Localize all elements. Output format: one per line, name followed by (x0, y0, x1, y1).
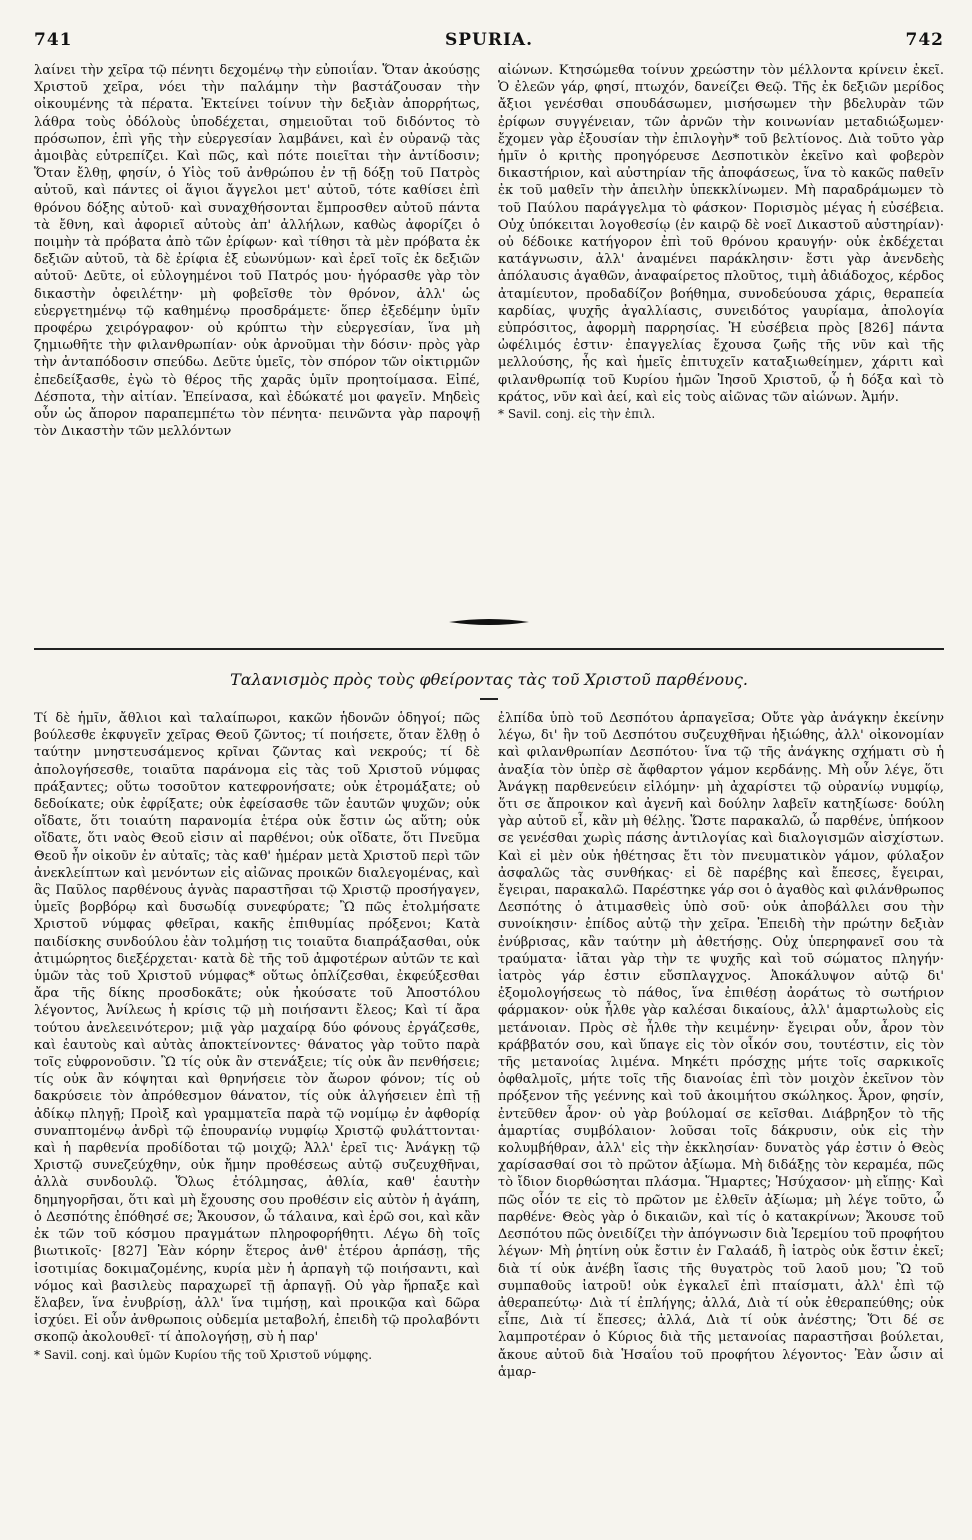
bottom-left-text: Τί δὲ ἡμῖν, ἄθλιοι καὶ ταλαίπωροι, κακῶν ἡδονῶν ὁδηγοί; πῶς βούλεσθε ἐκφυγεῖν χεῖρας Θεοῦ ζῶντος; τί ποιήσετε, ὅταν ἔλθῃ ὁ ταύτην μνηστευσάμενος κρῖναι ζῶντας καὶ νεκρούς; τί δὲ ἀπολογήσεσθε, τοιαῦτα παράνομα εἰς τὰς τοῦ Χριστοῦ νύμφας πράξαντες; οὕτω τοσοῦτον κατεφρονήσατε; οὐκ ἐτρομάξατε; οὐ δεδοίκατε; οὐκ ἐφρίξατε; οὐκ ἐφείσασθε τῶν ἑαυτῶν ψυχῶν; οὐκ οἴδατε, ὅτι τοιαύτη παρανομία ἑτέρα οὐκ ἔστιν ὡς αὕτη; οὐκ οἴδατε, ὅτι ναὸς Θεοῦ εἰσιν αἱ παρθένοι; οὐκ οἴδατε, ὅτι Πνεῦμα Θεοῦ ἦν οἰκοῦν ἐν αὐταῖς; τὰς καθ' ἡμέραν μετὰ Χριστοῦ περὶ τῶν ἀνεκλείπτων καὶ μενόντων εἰς αἰῶνας προικῶν διαλεγομένας, καὶ ἃς Παῦλος παρθένους ἁγνὰς παραστῆσαι τῷ Χριστῷ προσήγαγεν, ὑμεῖς βορβόρῳ καὶ δυσωδίᾳ συνεφύρατε; Ὢ πῶς ἐτολμήσατε Χριστοῦ νύμφας φθεῖραι, κακῆς ἐπιθυμίας πρόξενοι; Κατὰ παιδίσκης συνδούλου ἐὰν τολμήσῃ τις τοιαῦτα διαπράξασθαι, οὐκ ἀτιμώρητος διεξέρχεται· κατὰ δὲ τῆς τοῦ ἀμφοτέρων αὐτῶν τε καὶ ὑμῶν τὰς τοῦ Χριστοῦ νύμφας* οὕτως ὁπλίζεσθαι, ἐκφεύξεσθαι ἄρα τῆς δίκης προσδοκᾶτε; οὐκ ἠκούσατε τοῦ Ἀποστόλου λέγοντος, Ἀνίλεως ἡ κρίσις τῷ μὴ ποιήσαντι ἔλεος; Καὶ τί ἄρα τούτου ἀνελεεινότερον; μιᾷ γὰρ μαχαίρᾳ δύο φόνους ἐργάζεσθε, καὶ ἑαυτοὺς καὶ αὐτὰς ἀποκτείνοντες· θάνατος γὰρ τοῦτο παρὰ τοῖς εὐφρονοῦσιν. Ὢ τίς οὐκ ἂν στενάξειε; τίς οὐκ ἂν πενθήσειε; τίς οὐκ ἂν κόψηται καὶ θρηνήσειε τὸν ἄωρον φόνον; τίς οὐ δακρύσειε τὸν ἀπρόθεσμον θάνατον, τίς οὐκ ἀλγήσειεν ἐπὶ τῇ ἀδίκῳ πληγῇ; Προὶξ καὶ γραμματεῖα παρὰ τῷ νομίμῳ ἐν ἀφθορίᾳ συναπτομένῳ ἀνδρὶ τῷ ἐπουρανίῳ νυμφίῳ Χριστῷ φυλάττονται· καὶ ἡ παρθενία προδίδοται τῷ μοιχῷ; Ἀλλ' ἐρεῖ τις· Ἀνάγκῃ τῷ Χριστῷ συνεζεύχθην, οὐκ ἤμην προθέσεως αὐτῷ συζευχθῆναι, ἀλλὰ συνδουλῷ. Ὅλως ἐτόλμησας, ἀθλία, καθ' ἑαυτὴν δημηγορῆσαι, ὅτι καὶ μὴ ἔχουσης σου προθέσιν εἰς αὐτὸν ἡ ἀγάπη, ὁ Δεσπότης ἐπόθησέ σε; Ἄκουσον, ὦ τάλαινα, καὶ ἐρῶ σοι, καὶ κἂν ἐκ τῶν τοῦ κόσμου πραγμάτων πληροφορήθητι. Λέγω δὴ τοῖς βιωτικοῖς· [827] Ἐὰν κόρην ἕτερος ἀνθ' ἑτέρου ἁρπάσῃ, τῆς ἰσοτιμίας δοκιμαζομένης, κυρία μὲν ἡ ἁρπαγὴ τῷ ποιήσαντι, καὶ νόμος καὶ βασιλεὺς παραχωρεῖ τῇ ἁρπαγῇ. Οὐ γὰρ ἥρπαξε καὶ ἔλαβεν, ἵνα ἐνυβρίσῃ, ἀλλ' ἵνα τιμήσῃ, καὶ προικῷα καὶ δῶρα ἰσχύει. Εἰ οὖν ἀνθρωποις οὐδεμία μεταβολή, ἐπειδὴ τῷ προλαβόντι σκοπῷ ἀκολουθεῖ· τί ἀπολογήσῃ, σὺ ἡ παρ' (34, 711, 480, 1346)
bottom-footnote: * Savil. conj. καὶ ὑμῶν Κυρίου τῆς τοῦ Χριστοῦ νύμφης. (34, 1347, 373, 1362)
top-right-column (498, 62, 944, 602)
bottom-section (34, 710, 944, 1381)
bottom-right-column (498, 710, 944, 1381)
bottom-right-text: ἐλπίδα ὑπὸ τοῦ Δεσπότου ἁρπαγεῖσα; Οὔτε γὰρ ἀνάγκην ἐκείνην λέγω, δι' ἣν τοῦ Δεσπότου συζευχθῆναι ἠξιώθης, ἀλλ' οἰκονομίαν καὶ φιλανθρωπίαν Δεσπότου· ἵνα τῷ τῆς ἀνάγκης σχήματι σὺ ἡ ἀναξία τὸν ὑπὲρ σὲ ἄφθαρτον γάμον κερδάνῃς. Μὴ οὖν λέγε, ὅτι Ἀνάγκῃ παρθενεύειν εἰλόμην· μὴ ἀχαρίστει τῷ οὐρανίῳ νυμφίῳ, ὅτι σε ἄπροικον καὶ ἀγενῆ καὶ δούλην λαβεῖν κατηξίωσε· δούλη γὰρ αὐτοῦ εἶ, κἂν μὴ θέλῃς. Ὥστε παρακαλῶ, ὦ παρθένε, ὑπήκοον σε γενέσθαι χωρὶς πάσης ἀντιλογίας καὶ διαλογισμῶν αἰσχίστων. Καὶ εἰ μὲν οὐκ ἠθέτησας ἔτι τὸν πνευματικὸν γάμον, φύλαξον ἀσφαλῶς τὰς συνθήκας· εἰ δὲ παρέβης καὶ ἔπεσες, ἔγειραι, ἔγειραι, παρακαλῶ. Παρέστηκε γάρ σοι ὁ ἀγαθὸς καὶ φιλάνθρωπος Δεσπότης ὁ ἀτιμασθεὶς ὑπὸ σοῦ· οὐκ ἀποβάλλει σου τὴν συνοίκησιν· ἐπίδος αὐτῷ τὴν χεῖρα. Ἐπειδὴ τὴν πρώτην δεξιὰν ἐνύβρισας, κἂν ταύτην μὴ ἀθετήσῃς. Οὐχ ὑπερηφανεῖ σου τὰ τραύματα· ἰᾶται γὰρ τὴν τε ψυχῆς καὶ τοῦ σώματος πληγήν· ἰατρὸς γάρ ἐστιν εὔσπλαγχνος. Ἀποκάλυψον αὐτῷ δι' ἐξομολογήσεως τὸ πάθος, ἵνα ἐπιθέσῃ ἀοράτως τὸ σωτήριον φάρμακον· οὐκ ἦλθε γὰρ καλέσαι δικαίους, ἀλλ' ἁμαρτωλοὺς εἰς μετάνοιαν. Πρὸς σὲ ἦλθε τὴν κειμένην· ἔγειραι οὖν, ἆρον τὸν κράββατόν σου, καὶ ὕπαγε εἰς τὸν οἶκόν σου, τουτέστιν, εἰς τὸν τῆς μετανοίας λιμένα. Μηκέτι πρόσχῃς μήτε τοῖς σαρκικοῖς ὀφθαλμοῖς, μήτε τοῖς τῆς διανοίας ἐπὶ τὸν μοιχὸν ἐκεῖνον τὸν πρόξενον τῆς γεέννης καὶ τοῦ ἀκοιμήτου σκώληκος. Ἆρον, φησίν, ἐντεῦθεν ἆρον· οὐ γὰρ βούλομαί σε κεῖσθαι. Διάβρηξον τὸ τῆς ἁμαρτίας συμβόλαιον· λοῦσαι τοῖς δάκρυσιν, οὐκ εἰς τὴν κολυμβήθραν, ἀλλ' εἰς τὴν ἐκκλησίαν· δυνατὸς γάρ ἐστιν ὁ Θεὸς χαρίσασθαί σοι τὸ πρῶτον ἀξίωμα. Μὴ διδάξῃς τὸν κεραμέα, πῶς τὸ ἴδιον διορθώσηται πλάσμα. Ἥμαρτες; Ἡσύχασον· μὴ εἴπῃς· Καὶ πῶς οἷόν τε εἰς τὸ πρῶτον με ἐλθεῖν ἀξίωμα; μὴ λέγε τοῦτο, ὦ παρθένε· Θεὸς γὰρ ὁ δικαιῶν, καὶ τίς ὁ κατακρίνων; Ἄκουσε τοῦ Δεσπότου πῶς ὀνειδίζει τὴν ἀπόγνωσιν διὰ Ἱερεμίου τοῦ προφήτου λέγων· Μὴ ῥητίνη οὐκ ἔστιν ἐν Γαλαάδ, ἢ ἰατρὸς οὐκ ἔστιν ἐκεῖ; διὰ τί οὐκ ἀνέβη ἴασις τῆς θυγατρὸς τοῦ λαοῦ μου; Ὢ τοῦ συμπαθοῦς ἰατροῦ! οὐκ ἐγκαλεῖ ἐπὶ πταίσματι, ἀλλ' ἐπὶ τῷ ἀθεραπεύτῳ· Διὰ τί ἐπλήγης; ἀλλά, Διὰ τί οὐκ ἐθεραπεύθης; οὐκ εἶπε, Διὰ τί ἔπεσες; ἀλλά, Διὰ τί οὐκ ἀνέστης; Ὅτι δέ σε λαμπροτέραν ὁ Κύριος διὰ τῆς μετανοίας παραστῆσαι βούλεται, ἄκουε αὐτοῦ διὰ Ἡσαΐου τοῦ προφήτου λέγοντος· Ἐὰν ὦσιν αἱ ἁμαρ- (498, 711, 944, 1380)
top-footnote: * Savil. conj. εἰς τὴν ἐπιλ. (498, 407, 656, 422)
running-header (34, 30, 944, 54)
page-number-left: 741 (34, 30, 73, 50)
top-left-text: λαίνει τὴν χεῖρα τῷ πένητι δεχομένῳ τὴν εὐποιΐαν. Ὅταν ἀκούσῃς Χριστοῦ χεῖρα, νόει τὴν παλάμην τὴν βαστάζουσαν τὴν οἰκουμένης τὰ πέρατα. Ἐκτείνει τοίνυν τὴν δεξιὰν ἀπορρήτως, λάθρα τοὺς ὀδόλοὺς ὑποδέχεται, σημειοῦται τοῦ διδόντος τὸ πρόσωπον, ἐπὶ γῆς τὴν εὐεργεσίαν λαμβάνει, καὶ ἐν οὐρανῷ τὰς ἀμοιβὰς εὐτρεπίζει. Καὶ πῶς, καὶ πότε ποιεῖται τὴν ἀντίδοσιν; Ὅταν ἔλθῃ, φησίν, ὁ Υἱὸς τοῦ ἀνθρώπου ἐν τῇ δόξῃ τοῦ Πατρὸς αὐτοῦ, καὶ πάντες οἱ ἅγιοι ἄγγελοι μετ' αὐτοῦ, τότε καθίσει ἐπὶ θρόνου δόξης αὐτοῦ· καὶ συναχθήσονται ἔμπροσθεν αὐτοῦ πάντα τὰ ἔθνη, καὶ ἀφοριεῖ αὐτοὺς ἀπ' ἀλλήλων, καθὼς ἀφορίζει ὁ ποιμὴν τὰ πρόβατα ἀπὸ τῶν ἐρίφων· καὶ τίθησι τὰ μὲν πρόβατα ἐκ δεξιῶν αὐτοῦ, τὰ δὲ ἐρίφια ἐξ εὐωνύμων· καὶ ἐρεῖ τοῖς ἐκ δεξιῶν αὐτοῦ· Δεῦτε, οἱ εὐλογημένοι τοῦ Πατρός μου· ἠγόρασθε γὰρ τὸν δικαστὴν ὀφειλέτην· μὴ φοβεῖσθε τὸν θρόνον, ἀλλ' ὡς εὐεργετημένῳ τῷ καθημένῳ προσδράμετε· ὅπερ ἐξεδέμην ὑμῖν προφέρω χειρόγραφον· οὐ κρύπτω τὴν εὐεργεσίαν, ἵνα μὴ ζημιωθῆτε τὴν φιλανθρωπίαν· οὐκ ἀρνοῦμαι τὴν δόσιν· πρὸς γὰρ τὴν ἀνταπόδοσιν σπεύδω. Δεῦτε ὑμεῖς, τὸν σπόρον τῶν οἰκτιρμῶν ἐπεδείξασθε, ἐγὼ τὸ θέρος τῆς χαρᾶς ὑμῖν προητοίμασα. Εἰπέ, Δέσποτα, τὴν αἰτίαν. Ἐπείνασα, καὶ ἐδώκατέ μοι φαγεῖν. Μηδεὶς οὖν ὡς ἄπορον παραπεμπέτω τὸν πένητα· πεινῶντα γὰρ παροψῇ τὸν Δικαστὴν τῶν μελλόντων (34, 63, 480, 440)
ornamental-separator (34, 602, 944, 642)
page-number-right: 742 (905, 30, 944, 50)
top-right-text: αἰώνων. Κτησώμεθα τοίνυν χρεώστην τὸν μέλλοντα κρίνειν ἐκεῖ. Ὁ ἐλεῶν γάρ, φησί, πτωχόν, δανείζει Θεῷ. Τῆς ἐκ δεξιῶν μερίδος ἄξιοι γενέσθαι σπουδάσωμεν, μισήσωμεν τὴν βδελυρὰν τῶν ἐρίφων συγγένειαν, τῶν ἀρνῶν τὴν κοινωνίαν μεταδιώξωμεν· ἔχομεν γὰρ ἐξουσίαν τὴν ἐπιλογὴν* τοῦ βελτίονος. Διὰ τοῦτο γὰρ ἡμῖν ὁ κριτὴς προηγόρευσε Δεσποτικὸν ἐκεῖνο καὶ φοβερὸν δικαστήριον, καὶ αὐστηρίαν τῆς ἀποφάσεως, ἵνα τὸ κακῶς παθεῖν ἐκ τοῦ μαθεῖν τὴν ἀπειλὴν ὑπεκκλίνωμεν. Μὴ παραδράμωμεν τὸ τοῦ Παύλου παράγγελμα τὸ φάσκον· Πορισμὸς μέγας ἡ εὐσέβεια. Οὐχ ὑπόκειται λογοθεσίῳ (ἐν καιρῷ δὲ νοεῖ Δικαστοῦ αὐστηρίαν)· οὐ δέδοικε κατήγορον ἐπὶ τοῦ θρόνου κραυγήν· οὐκ ἐκδέχεται κατάγνωσιν, ἀλλ' ἀναμένει παράκλησιν· ἔστι γὰρ ἀνενδεὴς ἀπόλαυσις ἀγαθῶν, ἀναφαίρετος πλοῦτος, τιμὴ ἀδιάδοχος, κέρδος ἀταμίευτον, προδαδίζον βοήθημα, συνοδεύουσα χάρις, θεραπεία καρδίας, ψυχῆς ἀγαλλίασις, συνειδότος γαυρίαμα, ἀπολογία εὐπρόσιτος, ἀφορμὴ παρρησίας. Ἡ εὐσέβεια πρὸς [826] πάντα ὠφέλιμός ἐστιν· ἐπαγγελίας ἔχουσα ζωῆς τῆς νῦν καὶ τῆς μελλούσης, ἧς καὶ ἡμεῖς ἐπιτυχεῖν καταξιωθείημεν, χάριτι καὶ φιλανθρωπίᾳ τοῦ Κυρίου ἡμῶν Ἰησοῦ Χριστοῦ, ᾧ ἡ δόξα καὶ τὸ κράτος, νῦν καὶ ἀεί, καὶ εἰς τοὺς αἰῶνας τῶν αἰώνων. Ἀμήν. (498, 63, 944, 405)
horizontal-rule (34, 648, 944, 650)
bottom-left-column (34, 710, 480, 1381)
top-left-column (34, 62, 480, 602)
top-section (34, 62, 944, 602)
section-title: Ταλανισμὸς πρὸς τοὺς φθείροντας τὰς τοῦ Χριστοῦ παρθένους. (230, 670, 748, 689)
running-title: SPURIA. (444, 30, 534, 50)
title-dash (480, 698, 498, 700)
